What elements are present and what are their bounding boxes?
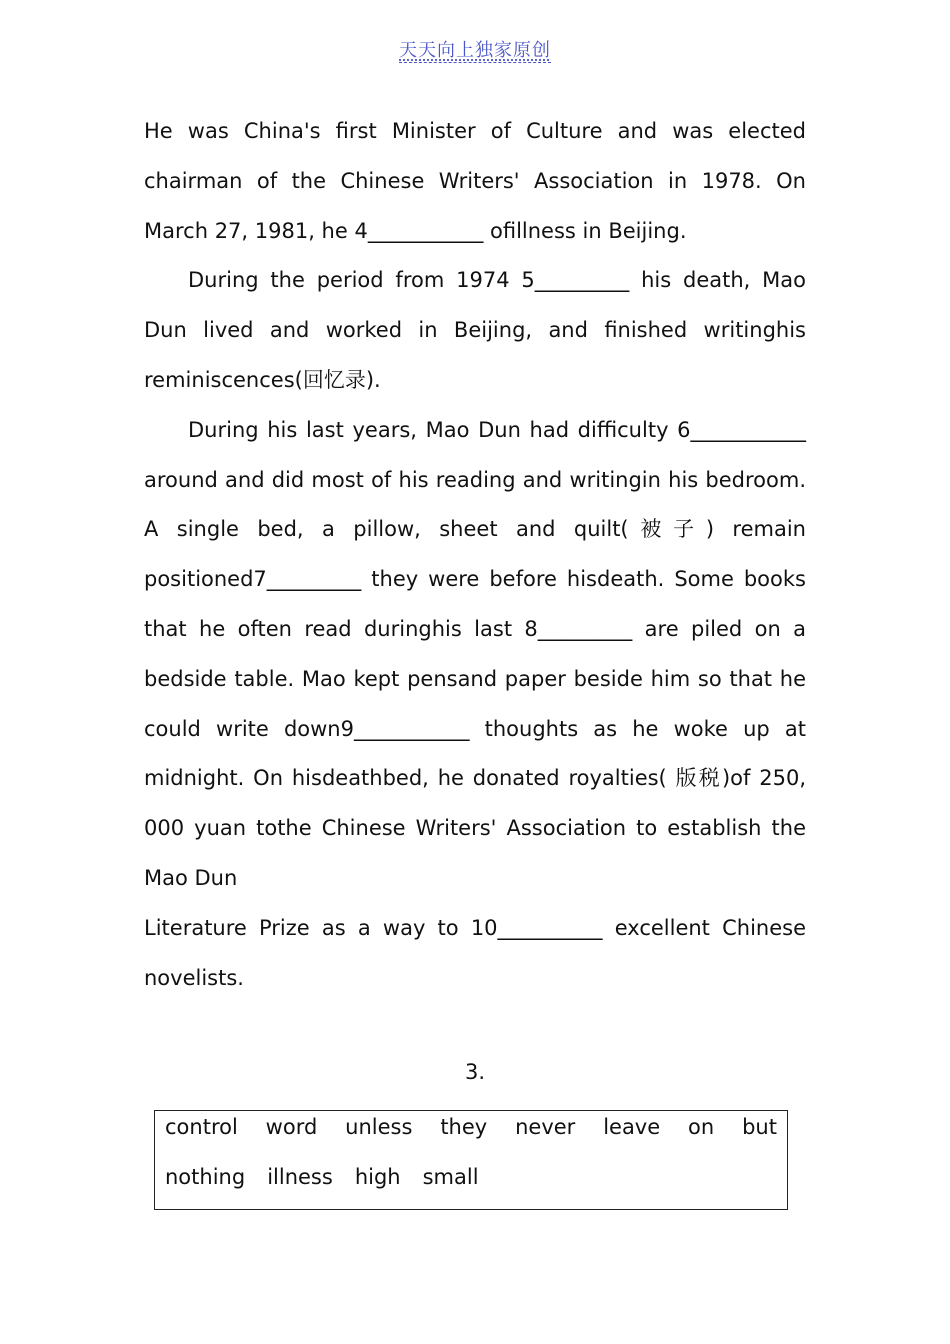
- page-header: [0, 36, 950, 62]
- word-bank-word: they: [440, 1115, 488, 1139]
- word-bank-word: control: [165, 1115, 238, 1139]
- word-bank-word: word: [265, 1115, 318, 1139]
- word-bank-box: [154, 1110, 788, 1210]
- word-bank-word: never: [515, 1115, 576, 1139]
- paragraph-2: During the period from 1974 5_________ his death, Mao Dun lived and worked in Beijing, and finished writinghis reminiscences(回忆录).: [144, 268, 806, 392]
- word-bank-word: nothing: [165, 1165, 246, 1189]
- word-bank-word: small: [422, 1165, 479, 1189]
- header-title: 天天向上独家原创: [399, 40, 551, 61]
- word-bank-row-2: [165, 1165, 777, 1189]
- word-bank-word: unless: [345, 1115, 413, 1139]
- paragraph-1: He was China's first Minister of Culture and was elected chairman of the Chinese Writers' Association in 1978. On March 27, 1981, he 4___________ ofillness in Beijing.: [144, 119, 806, 243]
- paragraph-4: Literature Prize as a way to 10__________ excellent Chinese novelists.: [144, 915, 806, 990]
- word-bank-word: but: [742, 1115, 777, 1139]
- passage: [144, 107, 806, 1003]
- question-number: 3.: [464, 1060, 486, 1084]
- word-bank-word: leave: [603, 1115, 661, 1139]
- word-bank-word: on: [688, 1115, 715, 1139]
- word-bank-row-1: [165, 1115, 777, 1139]
- word-bank-word: high: [354, 1165, 401, 1189]
- word-bank-word: illness: [267, 1165, 333, 1189]
- paragraph-3: During his last years, Mao Dun had difficulty 6___________ around and did most of his reading and writingin his bedroom. A single bed, a pillow, sheet and quilt(被子) remain positioned7_________ they were before hisdeath. Some books that he often read duringhis last 8_________ are piled on a bedside table. Mao kept pensand paper beside him so that he could write down9___________ thoughts as he woke up at midnight. On hisdeathbed, he donated royalties( 版税)of 250, 000 yuan tothe Chinese Writers' Association to establish the Mao Dun: [144, 417, 806, 890]
